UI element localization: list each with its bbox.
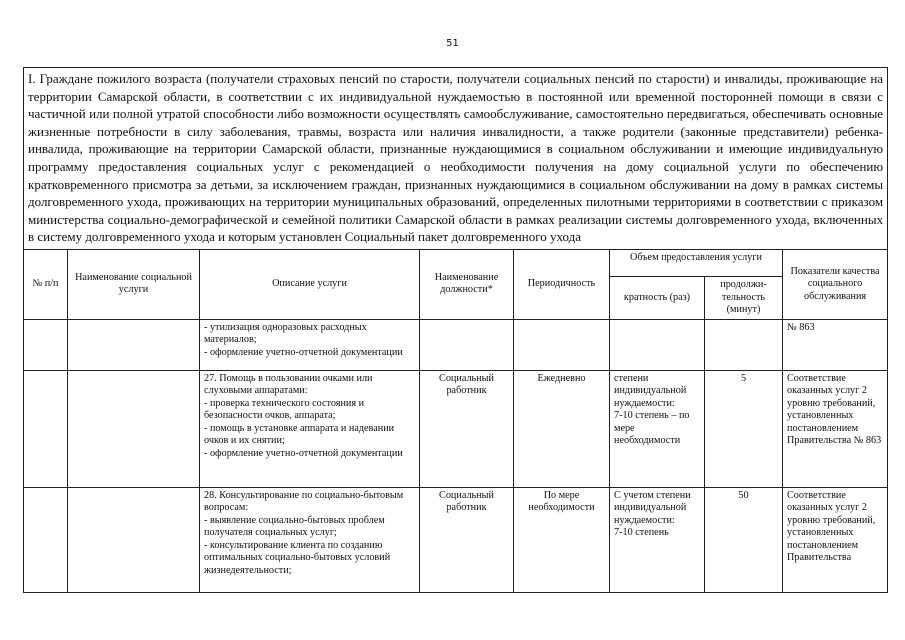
cell-name xyxy=(68,370,200,487)
header-position: Наименование должности* xyxy=(420,249,514,319)
header-name: Наименование социальной услуги xyxy=(68,249,200,319)
header-multiplicity: кратность (раз) xyxy=(610,276,705,319)
intro-cell xyxy=(24,68,888,250)
header-quality: Показатели качества социального обслуживания xyxy=(783,249,888,319)
cell-quality: Соответствие оказанных услуг 2 уровню требований, установленных постановлением Правительства № 863 xyxy=(783,370,888,487)
table-row xyxy=(24,319,888,370)
cell-num xyxy=(24,319,68,370)
table-row xyxy=(24,487,888,592)
cell-quality: № 863 xyxy=(783,319,888,370)
cell-periodicity: По мере необходимости xyxy=(514,487,610,592)
cell-multiplicity: С учетом степени индивидуальной нуждаемости: 7-10 степень xyxy=(610,487,705,592)
page-number: 51 xyxy=(446,38,459,49)
cell-description: 28. Консультирование по социально-бытовым вопросам: - выявление социально-бытовых проблем получателя социальных услуг; - консультирование клиента по созданию оптимальных социально-бытовых условий жизнедеятельности; xyxy=(200,487,420,592)
cell-duration: 50 xyxy=(705,487,783,592)
cell-description: 27. Помощь в пользовании очками или слуховыми аппаратами: - проверка технического состояния и безопасности очков, аппарата; - помощь в установке аппарата и надевании очков и их снятии; - оформление учетно-отчетной документации xyxy=(200,370,420,487)
cell-multiplicity: степени индивидуальной нуждаемости: 7-10 степень – по мере необходимости xyxy=(610,370,705,487)
cell-position: Социальный работник xyxy=(420,370,514,487)
cell-multiplicity xyxy=(610,319,705,370)
header-periodicity: Периодичность xyxy=(514,249,610,319)
cell-position: Социальный работник xyxy=(420,487,514,592)
intro-text: I. Граждане пожилого возраста (получатели страховых пенсий по старости, получатели социальных пенсий по старости) и инвалиды, проживающие на территории Самарской области, в соответствии с их индивидуальной нуждаемостью в постоянной или временной посторонней помощи в связи с частичной или полной утратой способности либо возможности осуществлять самообслуживание, самостоятельно передвигаться, обеспечивать основные жизненные потребности в силу заболевания, травмы, возраста или наличия инвалидности, а также родители (законные представители) ребенка-инвалида, проживающие на территории Самарской области, признанные нуждающимися в социальном обслуживании и имеющие индивидуальную программу предоставления социальных услуг с рекомендацией о необходимости получения на дому социальной услуги по обеспечению кратковременного присмотра за детьми, за исключением граждан, признанных нуждающимися в социальном обслуживании на дому в рамках системы долговременного ухода, проживающих на территории муниципальных образований, определенных пилотными территориями в соответствии с приказом министерства социально-демографической и семейной политики Самарской области в рамках реализации системы долговременного ухода, включенных в систему долговременного ухода и которым установлен Социальный пакет долговременного ухода xyxy=(28,71,884,245)
cell-num xyxy=(24,487,68,592)
intro-row xyxy=(24,68,888,250)
cell-name xyxy=(68,319,200,370)
table-row xyxy=(24,370,888,487)
cell-duration xyxy=(705,319,783,370)
header-volume: Объем предоставления услуги xyxy=(610,249,783,276)
cell-position xyxy=(420,319,514,370)
services-table xyxy=(23,67,888,593)
header-description: Описание услуги xyxy=(200,249,420,319)
cell-duration: 5 xyxy=(705,370,783,487)
cell-periodicity xyxy=(514,319,610,370)
header-row xyxy=(24,249,888,276)
cell-num xyxy=(24,370,68,487)
cell-quality: Соответствие оказанных услуг 2 уровню требований, установленных постановлением Правительства xyxy=(783,487,888,592)
header-duration: продолжи-тельность (минут) xyxy=(705,276,783,319)
header-num: № п/п xyxy=(24,249,68,319)
cell-description: - утилизация одноразовых расходных материалов; - оформление учетно-отчетной документации xyxy=(200,319,420,370)
cell-name xyxy=(68,487,200,592)
cell-periodicity: Ежедневно xyxy=(514,370,610,487)
